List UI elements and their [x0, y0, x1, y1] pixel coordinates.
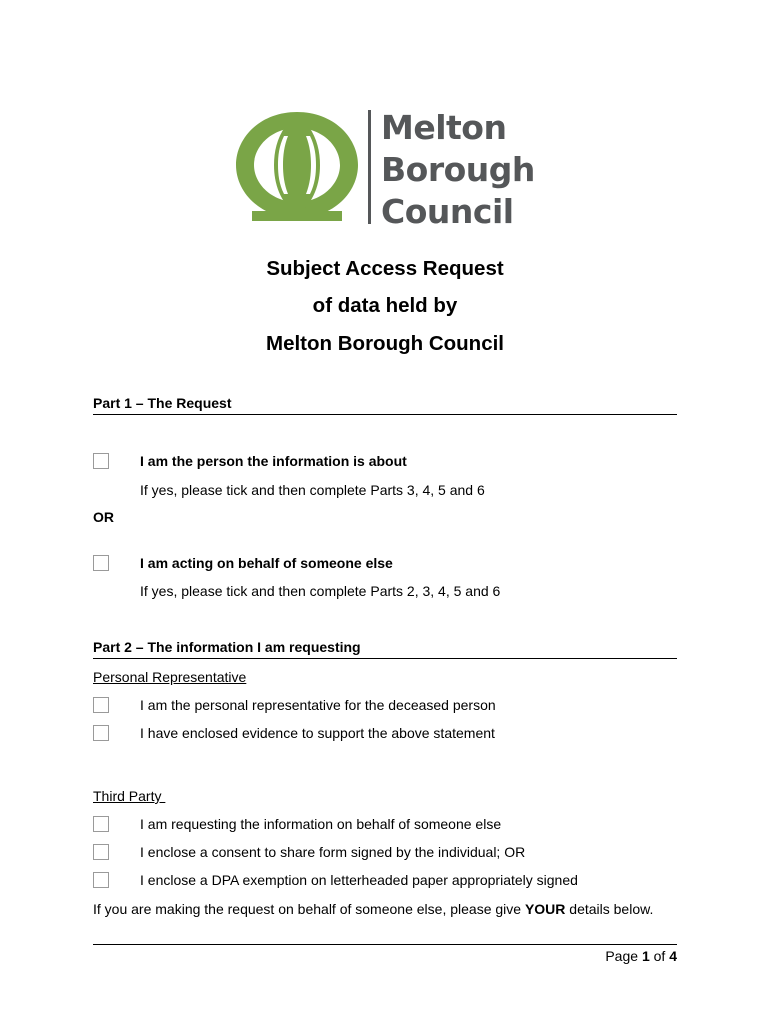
- document-title-line1: Subject Access Request: [266, 257, 504, 280]
- page-total: 4: [669, 948, 677, 964]
- checkbox-third-party-dpa[interactable]: [93, 872, 109, 888]
- option-acting-on-behalf-label: I am acting on behalf of someone else: [140, 555, 393, 571]
- third-party-item-2: I enclose a consent to share form signed by the individual; OR: [140, 844, 526, 860]
- council-logo-emblem-icon: [232, 108, 362, 226]
- third-party-item-3: I enclose a DPA exemption on letterheaded paper appropriately signed: [140, 872, 578, 888]
- document-title-line3: Melton Borough Council: [266, 332, 504, 355]
- closing-text-after: details below.: [565, 901, 654, 917]
- third-party-item-1: I am requesting the information on behalf of someone else: [140, 816, 502, 832]
- page-word: Page: [605, 948, 642, 964]
- page-number: [605, 948, 677, 964]
- document-title-line2: of data held by: [312, 294, 458, 317]
- logo-text-line2: Borough: [381, 150, 535, 189]
- closing-text-emphasis: YOUR: [524, 901, 566, 917]
- logo-divider: [368, 110, 371, 224]
- checkbox-third-party-behalf[interactable]: [93, 816, 109, 832]
- closing-text-before: If you are making the request on behalf of someone else, please give: [93, 901, 525, 917]
- part1-heading: Part 1 – The Request: [93, 395, 677, 415]
- checkbox-personal-rep-deceased[interactable]: [93, 697, 109, 713]
- checkbox-acting-on-behalf[interactable]: [93, 555, 109, 571]
- footer-divider: [93, 944, 677, 945]
- closing-instruction: [93, 901, 653, 917]
- logo-text-line1: Melton: [381, 108, 507, 147]
- page-current: 1: [641, 948, 650, 964]
- checkbox-third-party-consent[interactable]: [93, 844, 109, 860]
- checkbox-person-about[interactable]: [93, 453, 109, 469]
- personal-representative-heading: Personal Representative: [93, 669, 247, 685]
- checkbox-personal-rep-evidence[interactable]: [93, 725, 109, 741]
- option-person-about-note: If yes, please tick and then complete Parts 3, 4, 5 and 6: [140, 482, 485, 498]
- option-acting-on-behalf-note: If yes, please tick and then complete Parts 2, 3, 4, 5 and 6: [140, 583, 501, 599]
- logo-text-line3: Council: [381, 192, 514, 231]
- personal-rep-item-1: I am the personal representative for the deceased person: [140, 697, 496, 713]
- third-party-heading: Third Party: [93, 788, 166, 804]
- personal-rep-item-2: I have enclosed evidence to support the above statement: [140, 725, 495, 741]
- page-of: of: [649, 948, 670, 964]
- part2-heading: Part 2 – The information I am requesting: [93, 639, 677, 659]
- or-label: OR: [93, 509, 114, 525]
- option-person-about-label: I am the person the information is about: [140, 453, 407, 469]
